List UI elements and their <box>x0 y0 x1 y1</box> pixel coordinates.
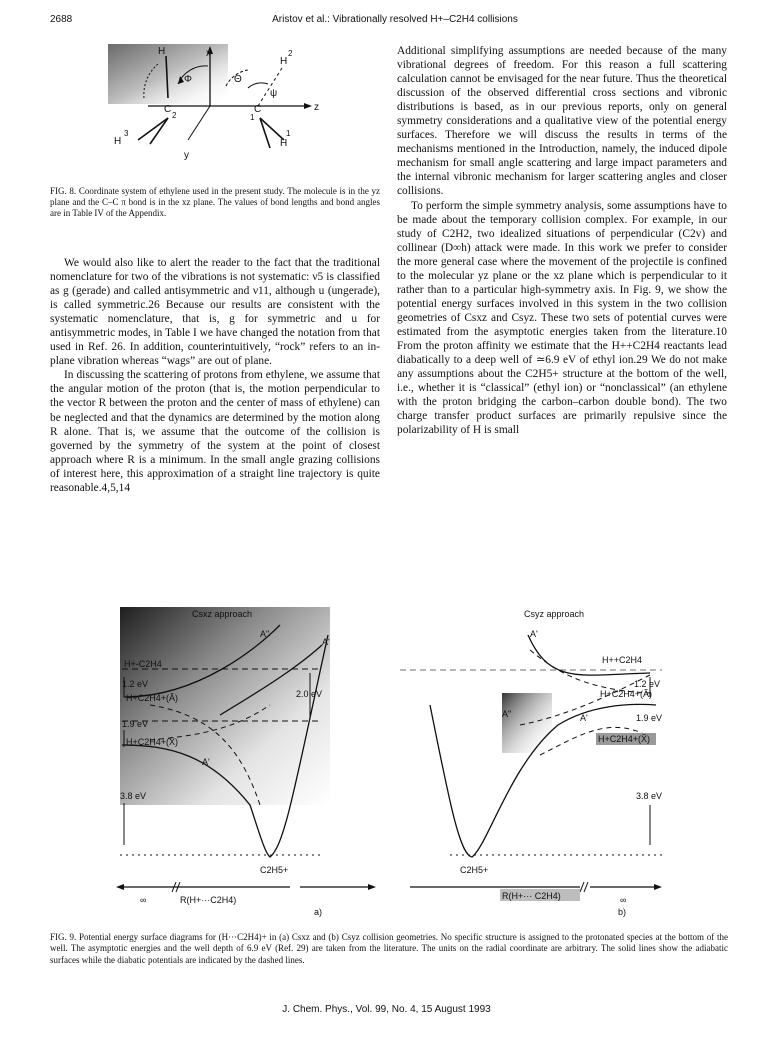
axis-label: R(H+···C2H4) <box>180 895 237 905</box>
paragraph: Additional simplifying assumptions are needed because of the many vibrational degrees of freedom. For this reason a full scattering calculation cannot be envisaged for the near future. Thus the theoretical discussion of the observed differential cross sections and vibronic distributions is based, as in our previous reports, only on general symmetry considerations and a qualitative view of the potential energy surfaces. Therefore we will discuss the results in terms of the mechanisms mentioned in the Introduction, namely, the induced dipole mechanism for small angle scattering and large impact parameters and the internal vibronic mechanism for larger scattering angles and closer collisions. <box>397 45 727 198</box>
fig8-label: y <box>184 150 189 161</box>
energy-label: 3.8 eV <box>120 791 147 801</box>
panel-a-shading <box>120 607 330 805</box>
infinity-label: ∞ <box>140 895 147 905</box>
fig8-label: H <box>114 136 122 147</box>
well-label: C2H5+ <box>260 865 289 875</box>
journal-footer: J. Chem. Phys., Vol. 99, No. 4, 15 August 1993 <box>282 1004 491 1015</box>
page-number: 2688 <box>50 14 73 25</box>
energy-label: H+C2H4+(X̃) <box>598 734 651 744</box>
fig8-label: x <box>206 48 211 59</box>
fig8-label: H <box>280 138 288 149</box>
fig8-label: C <box>254 104 262 115</box>
energy-label: H+C2H4+(Ã) <box>126 693 179 703</box>
axis-label: R(H+··· C2H4) <box>502 891 561 901</box>
figure-8-caption: FIG. 8. Coordinate system of ethylene used in the present study. The molecule is in the yz plane and the C–C π bond is in the xz plane. The values of bond lengths and bond angles are in Table IV of the Appendix. <box>50 186 380 218</box>
state-label: A' <box>322 637 330 647</box>
energy-label: H+-C2H4 <box>124 659 162 669</box>
figure-9-potential-energy-diagrams <box>110 605 670 923</box>
panel-label: b) <box>618 907 627 917</box>
energy-label: 3.8 eV <box>636 791 663 801</box>
infinity-label: ∞ <box>620 895 627 905</box>
fig8-label: C <box>164 104 172 115</box>
panel-label: a) <box>314 907 323 917</box>
fig8-label: H <box>280 56 288 67</box>
panel-b-shading <box>502 693 552 753</box>
fig8-label: Φ <box>184 74 192 85</box>
running-title: Aristov et al.: Vibrationally resolved H+–C2H4 collisions <box>272 14 518 25</box>
energy-label: 1.2 eV <box>634 679 661 689</box>
paragraph: We would also like to alert the reader to the fact that the traditional nomenclature for two of the vibrations is not systematic: ν5 is classified as g (gerade) and called antisymmetric and ν11, although u (ungerade), is called symmetric.26 Because our results are consistent with the systematic nomenclature, that is, g for symmetric and u for antisymmetric modes, in Table I we have changed the notation from that used in Ref. 26. In addition, counterintuitively, “rock” refers to an in-plane vibration whereas “wags” are out of plane. <box>50 257 380 368</box>
state-label: A' <box>580 713 588 723</box>
fig8-label: 3 <box>124 129 129 138</box>
fig8-label: 1 <box>286 129 291 138</box>
left-column <box>50 256 380 495</box>
energy-label: 1.9 eV <box>636 713 663 723</box>
state-label: A' <box>530 629 538 639</box>
fig8-label: z <box>314 102 319 113</box>
state-label: A' <box>202 757 210 767</box>
energy-label: 1.2 eV <box>122 679 149 689</box>
state-label: A" <box>502 709 512 719</box>
paragraph: In discussing the scattering of protons from ethylene, we assume that the angular motion of the proton (that is, the motion perpendicular to the vector R between the proton and the center of mass of ethylene) can be neglected and that the dynamics are determined by the motion along R alone. That is, we assume that the outcome of the collision is governed by the symmetry of the system at the point of closest approach where R is a minimum. In the small angle grazing collisions of interest here, this approximation of a straight line trajectory is quite reasonable.4,5,14 <box>50 369 380 494</box>
fig8-label: Θ <box>234 74 242 85</box>
well-label: C2H5+ <box>460 865 489 875</box>
fig8-label: 2 <box>288 49 293 58</box>
fig8-label: ψ <box>270 88 278 99</box>
figure-9-caption: FIG. 9. Potential energy surface diagrams for (H···C2H4)+ in (a) Csxz and (b) Csyz collision geometries. No specific structure is assigned to the protonated species at the bottom of the well. The asymptotic energies and the well depth of 6.9 eV (Ref. 29) are taken from the literature. The units on the radial coordinate are arbitrary. The solid lines show the adiabatic surfaces while the diabatic potentials are indicated by the dashed lines. <box>50 932 728 965</box>
fig8-label: 2 <box>172 111 177 120</box>
right-column <box>397 44 727 437</box>
energy-label: 1.9 eV <box>122 719 149 729</box>
fig8-label: H <box>158 46 166 57</box>
panel-a-title: Csxz approach <box>192 609 253 619</box>
energy-label: H++C2H4 <box>602 655 643 665</box>
fig8-label: 1 <box>250 113 255 122</box>
energy-label: H+C2H4+(Ã) <box>600 689 653 699</box>
paragraph: To perform the simple symmetry analysis, some assumptions have to be made about the temporary collision complex. For example, in our study of C2H2, two idealized situations of perpendicular (C2v) and collinear (D∞h) attack were made. In this work we prefer to consider the more general case where the movement of the projectile is confined to the molecular yz plane or the xz plane which is perpendicular to it rather than to a particular high-symmetry axis. In Fig. 9, we show the potential energy surfaces involved in this system in the two collision geometries of Csxz and Csyz. These two sets of potential curves were estimated from the asymptotic energies taken from the literature.10 From the proton affinity we estimate that the H++C2H4 reactants lead diabatically to a deep well of ≃6.9 eV of ethyl ion.29 We do not make any assumptions about the C2H5+ structure at the bottom of the well, i.e., whether it is “classical” (ethyl ion) or “nonclassical” (an ethylene with the proton bridging the carbon–carbon double bond). The two charge transfer product surfaces are primarily repulsive since the polarizability of H is small <box>397 199 727 437</box>
state-label: A" <box>260 629 270 639</box>
figure-8-ethylene-coordinates <box>108 44 333 162</box>
panel-b-title: Csyz approach <box>524 609 585 619</box>
energy-label: 2.0 eV <box>296 689 323 699</box>
energy-label: H+C2H4+(X̃) <box>126 737 179 747</box>
